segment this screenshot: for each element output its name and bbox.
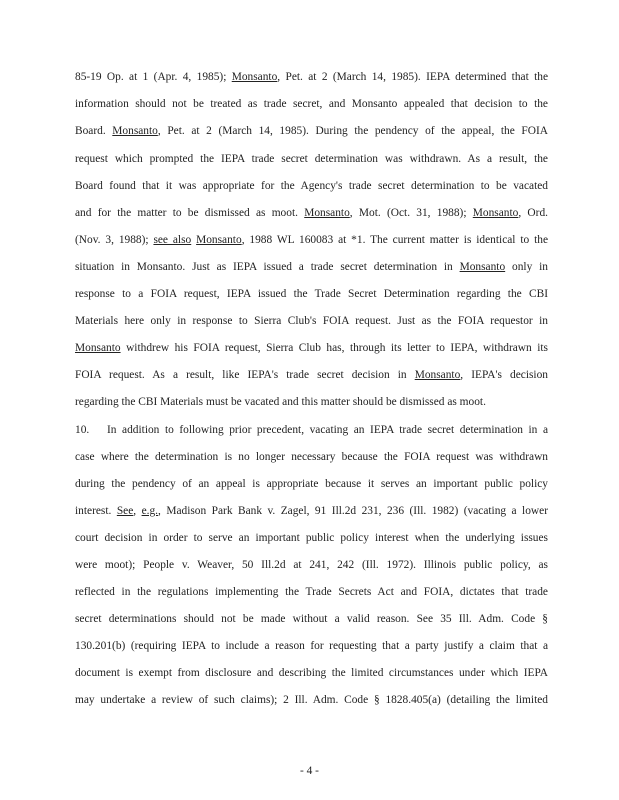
underlined-citation: see also [153, 234, 192, 246]
text-line [75, 287, 548, 301]
text-line [75, 260, 548, 274]
text-run: 85-19 Op. at 1 (Apr. 4, 1985); [75, 71, 232, 83]
text-line [75, 666, 548, 680]
text-run: , Madison Park Bank v. Zagel, 91 Ill.2d 231, 236 (Ill. 1982) (vacating a lower [158, 505, 548, 517]
text-run: situation in Monsanto. Just as IEPA issued a trade secret determination in [75, 261, 460, 273]
text-run: only in [505, 261, 548, 273]
text-line [75, 233, 548, 247]
text-run: and for the matter to be dismissed as moot. [75, 207, 305, 219]
text-line [75, 97, 548, 111]
text-run: reflected in the regulations implementing the Trade Secrets Act and FOIA, dictates that trade [75, 586, 548, 598]
text-line [75, 585, 548, 599]
text-line [75, 395, 548, 409]
text-run: Materials here only in response to Sierra Club's FOIA request. Just as the FOIA requestor in [75, 315, 548, 327]
text-run: secret determinations should not be made without a valid reason. See 35 Ill. Adm. Code § [75, 613, 548, 625]
text-run: court decision in order to serve an important public policy interest when the underlying issues [75, 532, 548, 544]
underlined-citation: Monsanto [414, 369, 461, 381]
text-line [75, 612, 548, 626]
text-run: , Mot. (Oct. 31, 1988); [349, 207, 473, 219]
text-line [75, 504, 548, 518]
text-run: case where the determination is no longer necessary because the FOIA request was withdrawn [75, 451, 548, 463]
text-line [75, 341, 548, 355]
text-run: Board. [75, 125, 113, 137]
text-run: , Ord. [518, 207, 548, 219]
text-run: 130.201(b) (requiring IEPA to include a reason for requesting that a party justify a claim that a [75, 640, 548, 652]
text-line [75, 639, 548, 653]
underlined-citation: Monsanto [231, 71, 278, 83]
text-run: (Nov. 3, 1988); [75, 234, 154, 246]
text-run: document is exempt from disclosure and describing the limited circumstances under which IEPA [75, 667, 548, 679]
underlined-citation: Monsanto [459, 261, 506, 273]
underlined-citation: Monsanto [472, 207, 519, 219]
underlined-citation: Monsanto [196, 234, 242, 246]
text-run: FOIA request. As a result, like IEPA's trade secret decision in [75, 369, 415, 381]
text-line [75, 368, 548, 382]
text-line [75, 179, 548, 193]
text-run: , [133, 505, 142, 517]
text-line [75, 450, 548, 464]
text-run: information should not be treated as trade secret, and Monsanto appealed that decision to the [75, 98, 548, 110]
text-run: were moot); People v. Weaver, 50 Ill.2d at 241, 242 (Ill. 1972). Illinois public policy, as [75, 559, 548, 571]
text-line [75, 693, 548, 707]
text-run: , IEPA's decision [460, 369, 548, 381]
underlined-citation: Monsanto [112, 125, 158, 137]
text-line [75, 558, 548, 572]
text-run: response to a FOIA request, IEPA issued the Trade Secret Determination regarding the CBI [75, 288, 548, 300]
text-line [75, 124, 548, 138]
text-line [75, 70, 548, 84]
text-run: withdrew his FOIA request, Sierra Club has, through its letter to IEPA, withdrawn its [120, 342, 548, 354]
text-run: during the pendency of an appeal is appropriate because it serves an important public policy [75, 478, 548, 490]
underlined-citation: See [116, 505, 134, 517]
text-run: Board found that it was appropriate for the Agency's trade secret determination to be vacated [75, 180, 548, 192]
text-run: In addition to following prior precedent, vacating an IEPA trade secret determination in a [107, 424, 548, 436]
paragraph-number: 10. [75, 424, 90, 436]
text-line [75, 152, 548, 166]
text-run: , Pet. at 2 (March 14, 1985). IEPA determined that the [277, 71, 548, 83]
text-run: , 1988 WL 160083 at *1. The current matter is identical to the [241, 234, 548, 246]
text-line [75, 314, 548, 328]
page-number: - 4 - [300, 765, 319, 777]
text-run: may undertake a review of such claims); 2 Ill. Adm. Code § 1828.405(a) (detailing the limited [75, 694, 548, 706]
text-line [75, 423, 548, 437]
text-run: request which prompted the IEPA trade secret determination was withdrawn. As a result, the [75, 153, 548, 165]
underlined-citation: e.g. [141, 505, 159, 517]
text-run: , Pet. at 2 (March 14, 1985). During the pendency of the appeal, the FOIA [157, 125, 548, 137]
text-line [75, 477, 548, 491]
underlined-citation: Monsanto [304, 207, 350, 219]
text-run: regarding the CBI Materials must be vacated and this matter should be dismissed as moot. [75, 396, 486, 408]
text-line [75, 531, 548, 545]
text-run: interest. [75, 505, 117, 517]
underlined-citation: Monsanto [75, 342, 121, 354]
text-line [75, 206, 548, 220]
